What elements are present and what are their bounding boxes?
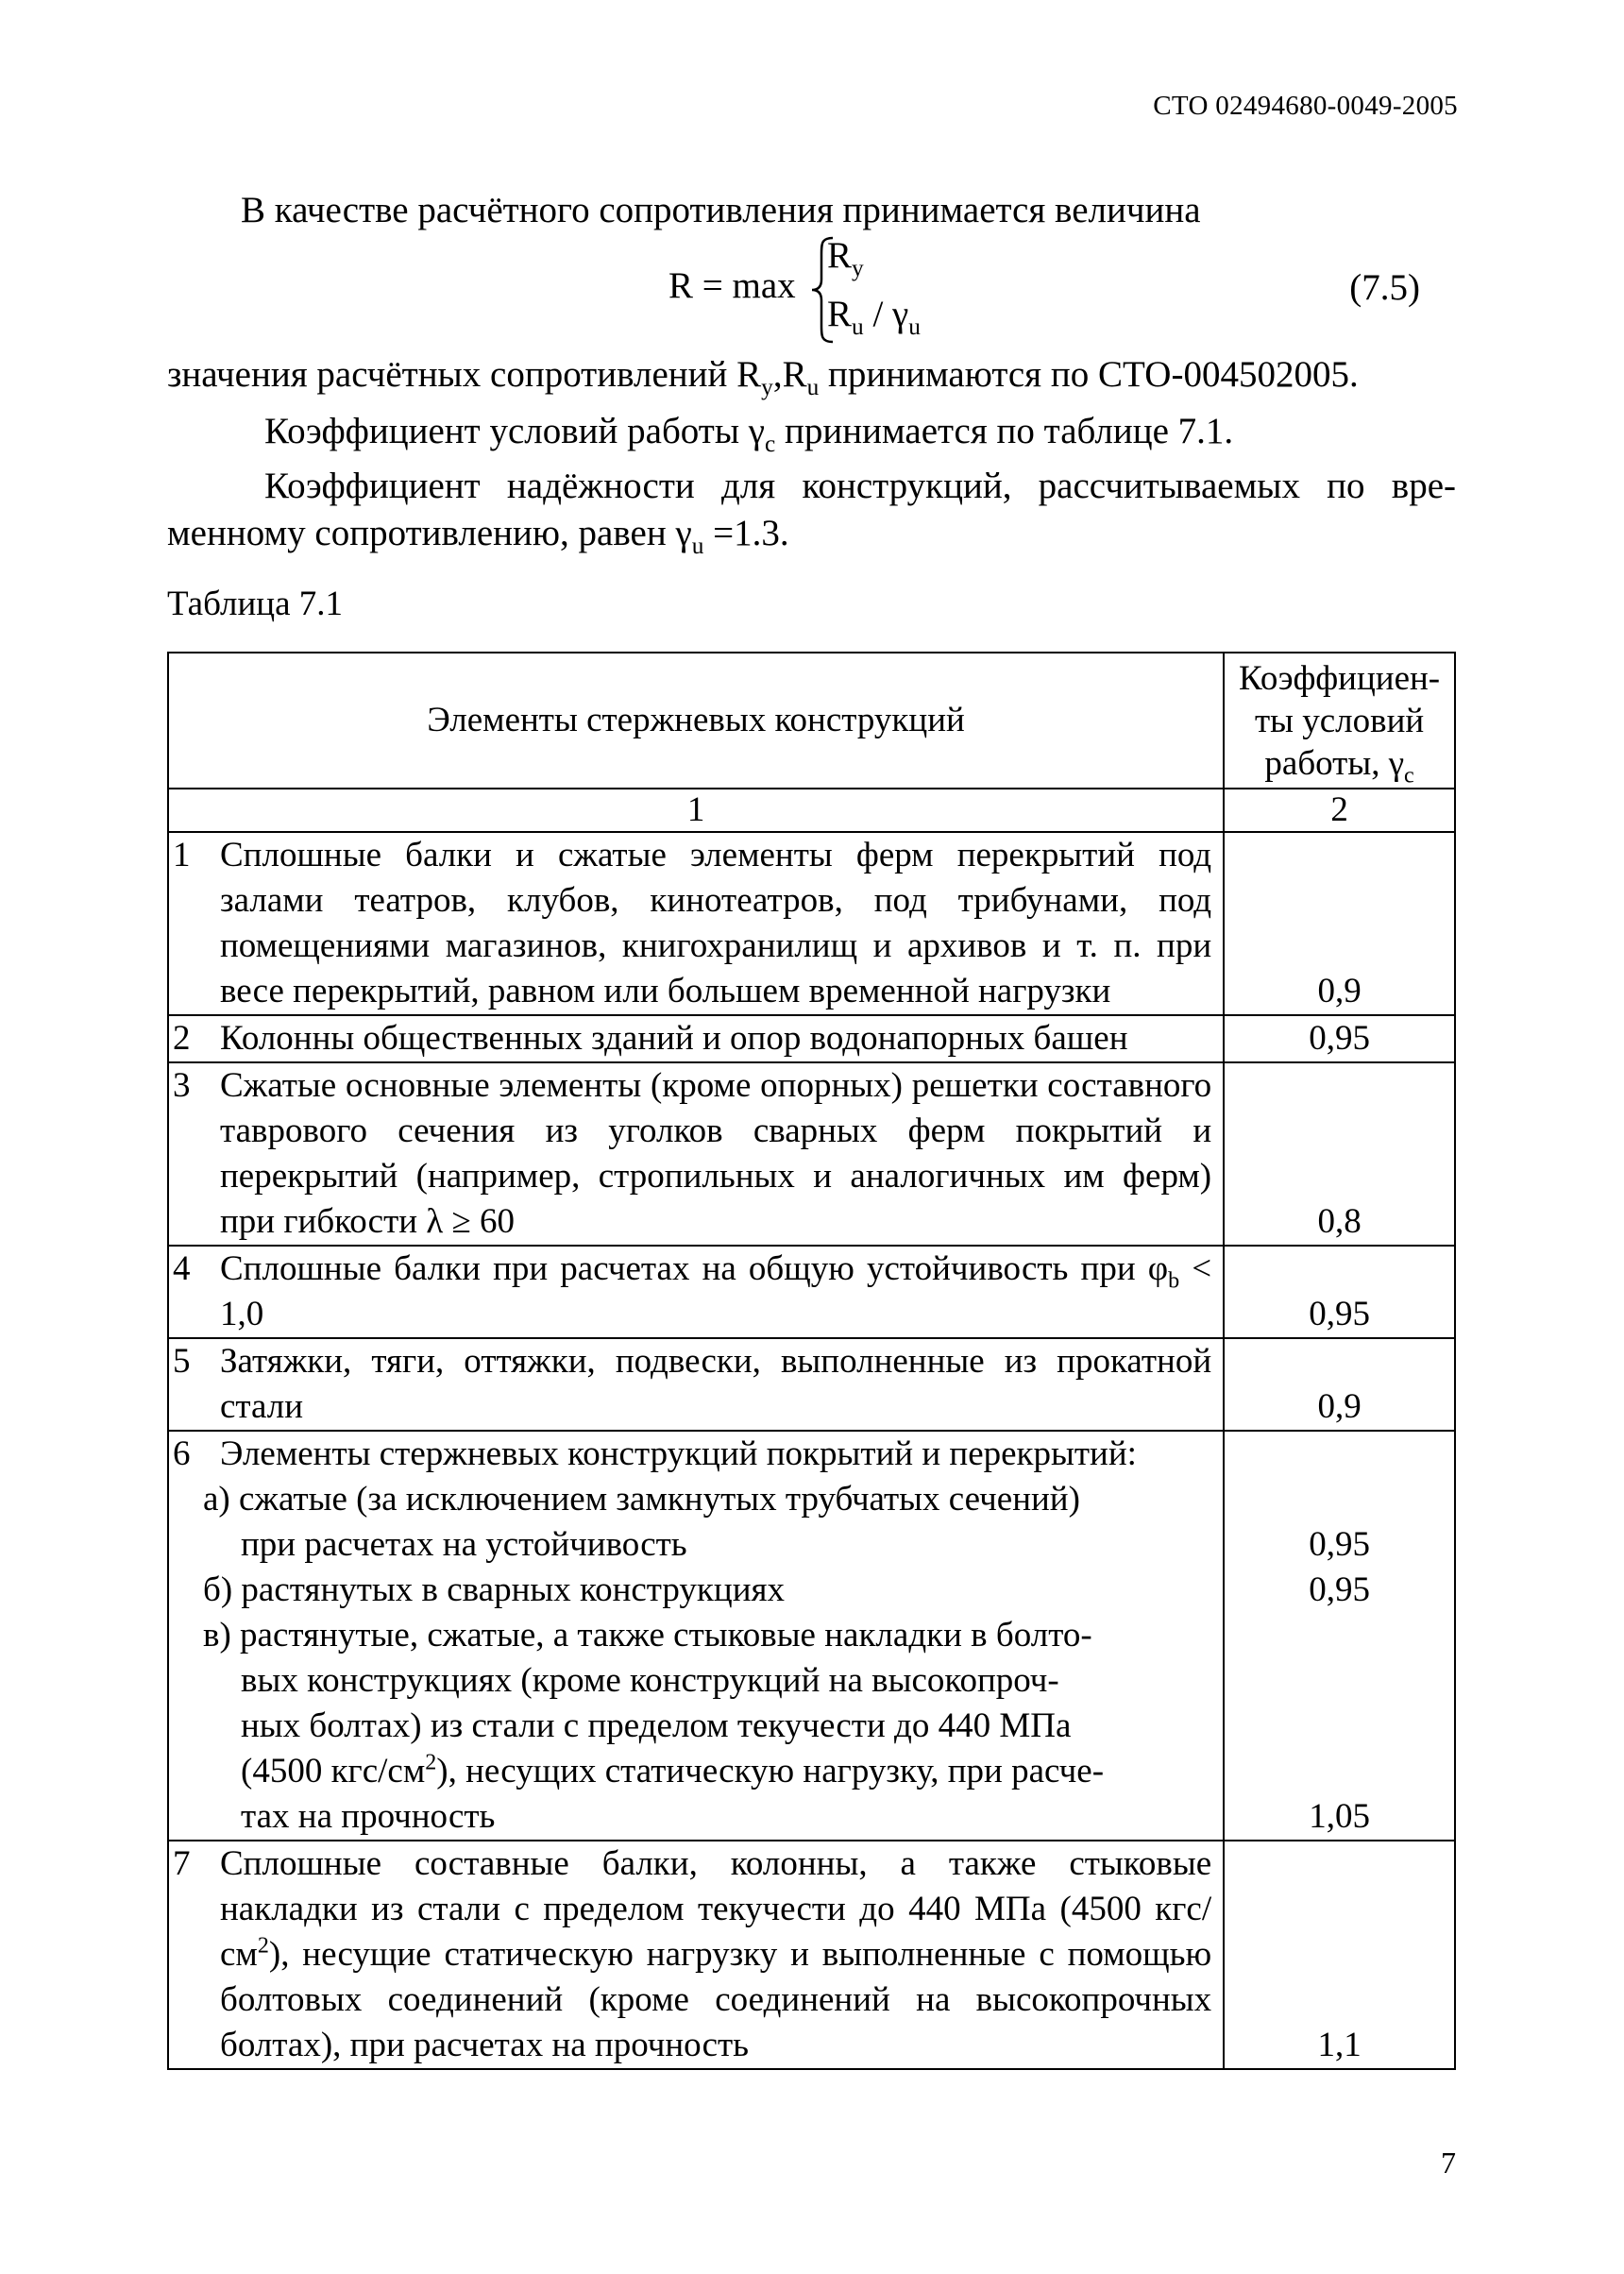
formula-bottom-symbol: R [827,294,853,334]
header-coef-sub: c [1404,763,1414,789]
row-number: 2 [173,1019,191,1058]
values-end: принимаются по СТО-004502005. [819,354,1359,395]
row-description-cell [168,1338,1224,1431]
values-sub-u: u [806,373,820,400]
subitem-c-line4 [169,1749,1223,1794]
formula-bottom [827,293,921,340]
values-text: значения расчётных сопротивлений R [167,354,762,395]
row-description-cell [168,1246,1224,1338]
subitem-c-line1: в) растянутые, сжатые, а также стыковые накладки в болто- [203,1616,1092,1655]
row-value: 0,95 [1224,1015,1455,1062]
row-value-a: 0,95 [1309,1525,1370,1564]
formula-lhs: R = max [668,265,796,306]
row-number: 3 [173,1066,191,1105]
row-text-part: < 1,0 [220,1249,1212,1333]
row-number: 6 [173,1434,191,1473]
row-text: Элементы стержневых конструкций покрытий и перекрытий: [220,1434,1137,1473]
reliability-sub: u [691,532,704,559]
table-header-row [168,653,1455,789]
subitem-b: б) растянутых в сварных конструкциях [203,1570,786,1609]
header-elements: Элементы стержневых конструкций [168,653,1224,789]
header-coef-text3: работы, γ [1264,744,1405,783]
row-text: Сплошные балки и сжатые элементы ферм перекрытий под залами театров, клубов, кинотеатров, под трибунами, под помещениями магазинов, книгохранилищ и архивов и т. п. при весе перекрытий, равном или большем временной нагрузки [220,836,1212,1010]
column-number-row [168,789,1455,832]
subitem-c-line4-part: ), несущих статическую нагрузку, при расче- [436,1752,1105,1790]
row-text: Колонны общественных зданий и опор водонапорных башен [220,1019,1128,1058]
coefficients-table [167,652,1456,2070]
reliability-end: =1.3. [703,513,789,553]
formula-bottom-sub: u [852,313,864,340]
row-description-cell [168,1015,1224,1062]
row-text-part: Сплошные балки при расчетах на общую устойчивость при φ [220,1249,1169,1288]
document-code: СТО 02494680-0049-2005 [1153,91,1458,121]
row-value: 0,9 [1224,832,1455,1015]
formula-bottom-div-sub: u [908,313,921,340]
table-row [168,1015,1455,1062]
coeff-end: принимается по таблице 7.1. [775,411,1234,451]
row-text: Затяжки, тяги, оттяжки, подвески, выполненные из прокатной стали [220,1342,1212,1426]
reliability-paragraph-line1: Коэффициент надёжности для конструкций, рассчитываемых по вре- [264,466,1456,506]
page-number: 7 [1441,2146,1456,2180]
formula-top [827,234,864,281]
column-number-2: 2 [1224,789,1455,832]
column-number-1: 1 [168,789,1224,832]
row-value: 0,9 [1224,1338,1455,1431]
formula-bottom-div: / γ [863,294,909,334]
row-description-cell [168,1062,1224,1246]
subitem-c-line3: ных болтах) из стали с пределом текучести до 440 МПа [241,1706,1072,1745]
row-value: 1,1 [1224,1841,1455,2069]
table-caption: Таблица 7.1 [167,585,343,623]
coeff-paragraph [264,408,1456,455]
row-text [220,1247,1223,1337]
row-value: 0,8 [1224,1062,1455,1246]
row-number: 4 [173,1249,191,1288]
formula-top-symbol: R [827,235,853,276]
row-text [220,1841,1223,2068]
row-text: Сжатые основные элементы (кроме опорных) решетки составного таврового сечения из уголков сварных ферм покрытий и перекрытий (например, стропильных и аналогичных им ферм) при гибкости λ ≥ 60 [220,1066,1212,1241]
subitem-a-line1: а) сжатые (за исключением замкнутых трубчатых сечений) [203,1480,1080,1519]
lead-paragraph: В качестве расчётного сопротивления принимается величина [241,190,1201,230]
table-row [168,1246,1455,1338]
subitem-a-line2: при расчетах на устойчивость [241,1525,687,1564]
row-value: 0,95 [1224,1246,1455,1338]
subitem-c-line2: вых конструкциях (кроме конструкций на высокопроч- [241,1661,1059,1700]
row-description-cell [168,1841,1224,2069]
row-number: 1 [173,836,191,874]
row-text-part: Сплошные составные балки, колонны, а также стыковые накладки из стали с пределом текучести до 440 МПа (4500 кгс/см [220,1844,1212,1974]
row-number: 7 [173,1844,191,1883]
header-coef-line2: ты условий [1254,702,1425,740]
formula-number: (7.5) [1349,267,1420,308]
table-row [168,832,1455,1015]
subitem-c-line5: тах на прочность [241,1797,496,1836]
row-text-sup: 2 [257,1933,269,1959]
header-coef-line1: Коэффициен- [1239,659,1441,698]
reliability-paragraph-line2 [167,510,1456,557]
table-row [168,1431,1455,1841]
values-mid: ,R [772,354,807,395]
row-description-cell [168,1431,1224,1841]
row-number: 5 [173,1342,191,1381]
values-sub-y: y [761,373,773,400]
table-row [168,1338,1455,1431]
table-row [168,1062,1455,1246]
table-row [168,1841,1455,2069]
row-text-sub: b [1168,1268,1180,1294]
row-value-c: 1,05 [1309,1797,1370,1836]
formula-top-sub: y [852,254,864,281]
header-coef-line3 [1225,742,1454,789]
subitem-c-line4-sup: 2 [425,1750,437,1775]
coeff-sub: c [765,430,776,457]
header-coefficient [1224,653,1455,789]
reliability-text: менному сопротивлению, равен γ [167,513,692,553]
row-value-stack [1224,1431,1455,1841]
values-paragraph [167,351,1456,399]
row-description-cell [168,832,1224,1015]
coeff-text: Коэффициент условий работы γ [264,411,766,451]
subitem-c-line4-part: (4500 кгс/см [241,1752,426,1790]
row-value-b: 0,95 [1309,1570,1370,1609]
row-text-part: ), несущие статическую нагрузку и выполненные с помощью болтовых соединений (кроме соединений на высокопрочных болтах), при расчетах на прочность [220,1935,1212,2064]
